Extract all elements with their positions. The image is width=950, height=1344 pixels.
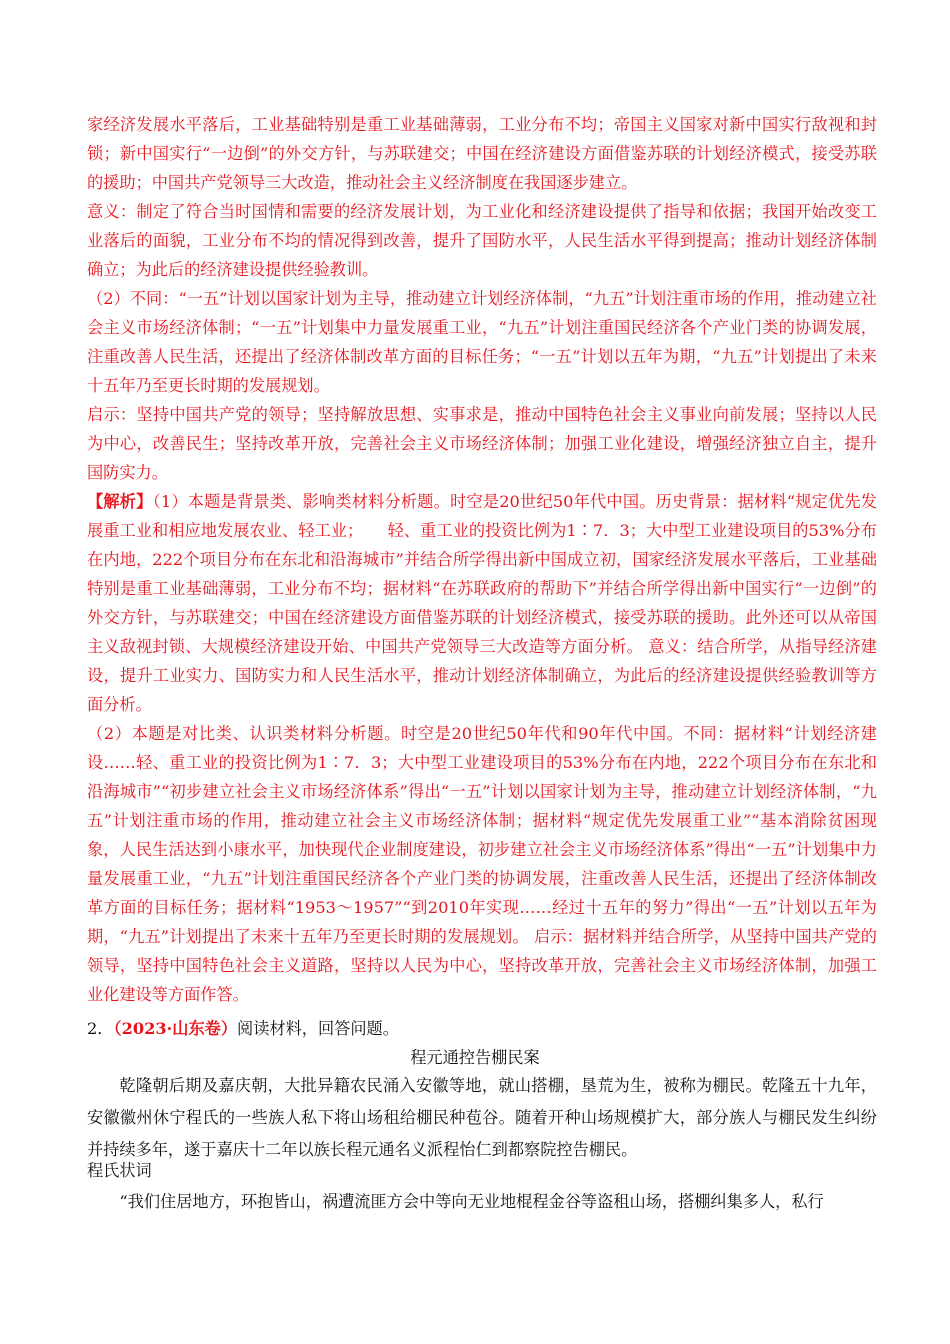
analysis-label: 【解析】: [87, 492, 153, 511]
answer-enlightenment-paragraph: 启示：坚持中国共产党的领导；坚持解放思想、实事求是，推动中国特色社会主义事业向前发展；坚持以人民为中心，改善民生；坚持改革开放，完善社会主义市场经济体制；加强工业化建设，增强经济独立自主，提升国防实力。: [87, 405, 877, 482]
question-source: （2023·山东卷）: [113, 1019, 238, 1038]
quote-paragraph: “我们住居地方，环抱皆山，祸遭流匪方会中等向无业地棍程金谷等盗租山场，搭棚纠集多人，私行: [119, 1192, 824, 1211]
answer-difference-paragraph: （2）不同：“一五”计划以国家计划为主导，推动建立计划经济体制，“九五”计划注重市场的作用，推动建立社会主义市场经济体制；“一五”计划集中力量发展重工业，“九五”计划注重国民经济各个产业门类的协调发展，注重改善人民生活，还提出了经济体制改革方面的目标任务；“一五”计划以五年为期，“九五”计划提出了未来十五年乃至更长时期的发展规划。: [87, 289, 877, 395]
question-2-line: [87, 1014, 877, 1043]
answer-significance-paragraph: 意义：制定了符合当时国情和需要的经济发展计划，为工业化和经济建设提供了指导和依据；我国开始改变工业落后的面貌，工业分布不均的情况得到改善，提升了国防水平，人民生活水平得到提高；推动计划经济体制确立；为此后的经济建设提供经验教训。: [87, 202, 877, 279]
material-paragraph: 乾隆朝后期及嘉庆朝，大批异籍农民涌入安徽等地，就山搭棚，垦荒为生，被称为棚民。乾隆五十九年，安徽徽州休宁程氏的一些族人私下将山场租给棚民种苞谷。随着开种山场规模扩大，部分族人与棚民发生纠纷并持续多年，遂于嘉庆十二年以族长程元通名义派程怡仁到都察院控告棚民。: [87, 1076, 877, 1159]
material-title: 程元通控告棚民案: [410, 1048, 540, 1067]
analysis-text-1: （1）本题是背景类、影响类材料分析题。时空是20世纪50年代中国。历史背景：据材料“规定优先发展重工业和相应地发展农业、轻工业； 轻、重工业的投资比例为1∶7．3；大中型工业建设项目的53%分布在内地，222个项目分布在东北和沿海城市”并结合所学得出新中国成立初，国家经济发展水平落后，工业基础特别是重工业基础薄弱，工业分布不均；据材料“在苏联政府的帮助下”并结合所学得出新中国实行“一边倒”的外交方针，与苏联建交；中国在经济建设方面借鉴苏联的计划经济模式，接受苏联的援助。此外还可以从帝国主义敌视封锁、大规模经济建设开始、中国共产党领导三大改造等方面分析。 意义：结合所学，从指导经济建设，提升工业实力、国防实力和人民生活水平，推动计划经济体制确立，为此后的经济建设提供经验教训等方面分析。: [87, 492, 877, 714]
analysis-paragraph-2: （2）本题是对比类、认识类材料分析题。时空是20世纪50年代和90年代中国。不同：据材料“计划经济建设……轻、重工业的投资比例为1∶7．3；大中型工业建设项目的53%分布在内地，222个项目分布在东北和沿海城市”“初步建立社会主义市场经济体系”得出“一五”计划以国家计划为主导，推动建立计划经济体制，“九五”计划注重市场的作用，推动建立社会主义市场经济体制；据材料“规定优先发展重工业”“基本消除贫困现象，人民生活达到小康水平，加快现代企业制度建设，初步建立社会主义市场经济体系”得出“一五”计划集中力量发展重工业，“九五”计划注重国民经济各个产业门类的协调发展，注重改善人民生活，还提出了经济体制改革方面的目标任务；据材料“1953～1957”“到2010年实现……经过十五年的努力”得出“一五”计划以五年为期，“九五”计划提出了未来十五年乃至更长时期的发展规划。 启示：据材料并结合所学，从坚持中国共产党的领导，坚持中国特色社会主义道路，坚持以人民为中心，坚持改革开放，完善社会主义市场经济体制，加强工业化建设等方面作答。: [87, 724, 877, 1004]
material-subheading: 程氏状词: [87, 1161, 152, 1180]
quote-block: [87, 1186, 877, 1218]
material-block: [87, 1070, 877, 1166]
question-number: 2．: [87, 1019, 114, 1038]
question-prompt: 阅读材料，回答问题。: [237, 1019, 399, 1038]
analysis-paragraph-1: [87, 487, 877, 719]
answer-background-paragraph: 家经济发展水平落后，工业基础特别是重工业基础薄弱，工业分布不均；帝国主义国家对新中国实行敌视和封锁；新中国实行“一边倒”的外交方针，与苏联建交；中国在经济建设方面借鉴苏联的计划经济模式，接受苏联的援助；中国共产党领导三大改造，推动社会主义经济制度在我国逐步建立。: [87, 115, 877, 192]
answer-block: [87, 110, 877, 1009]
